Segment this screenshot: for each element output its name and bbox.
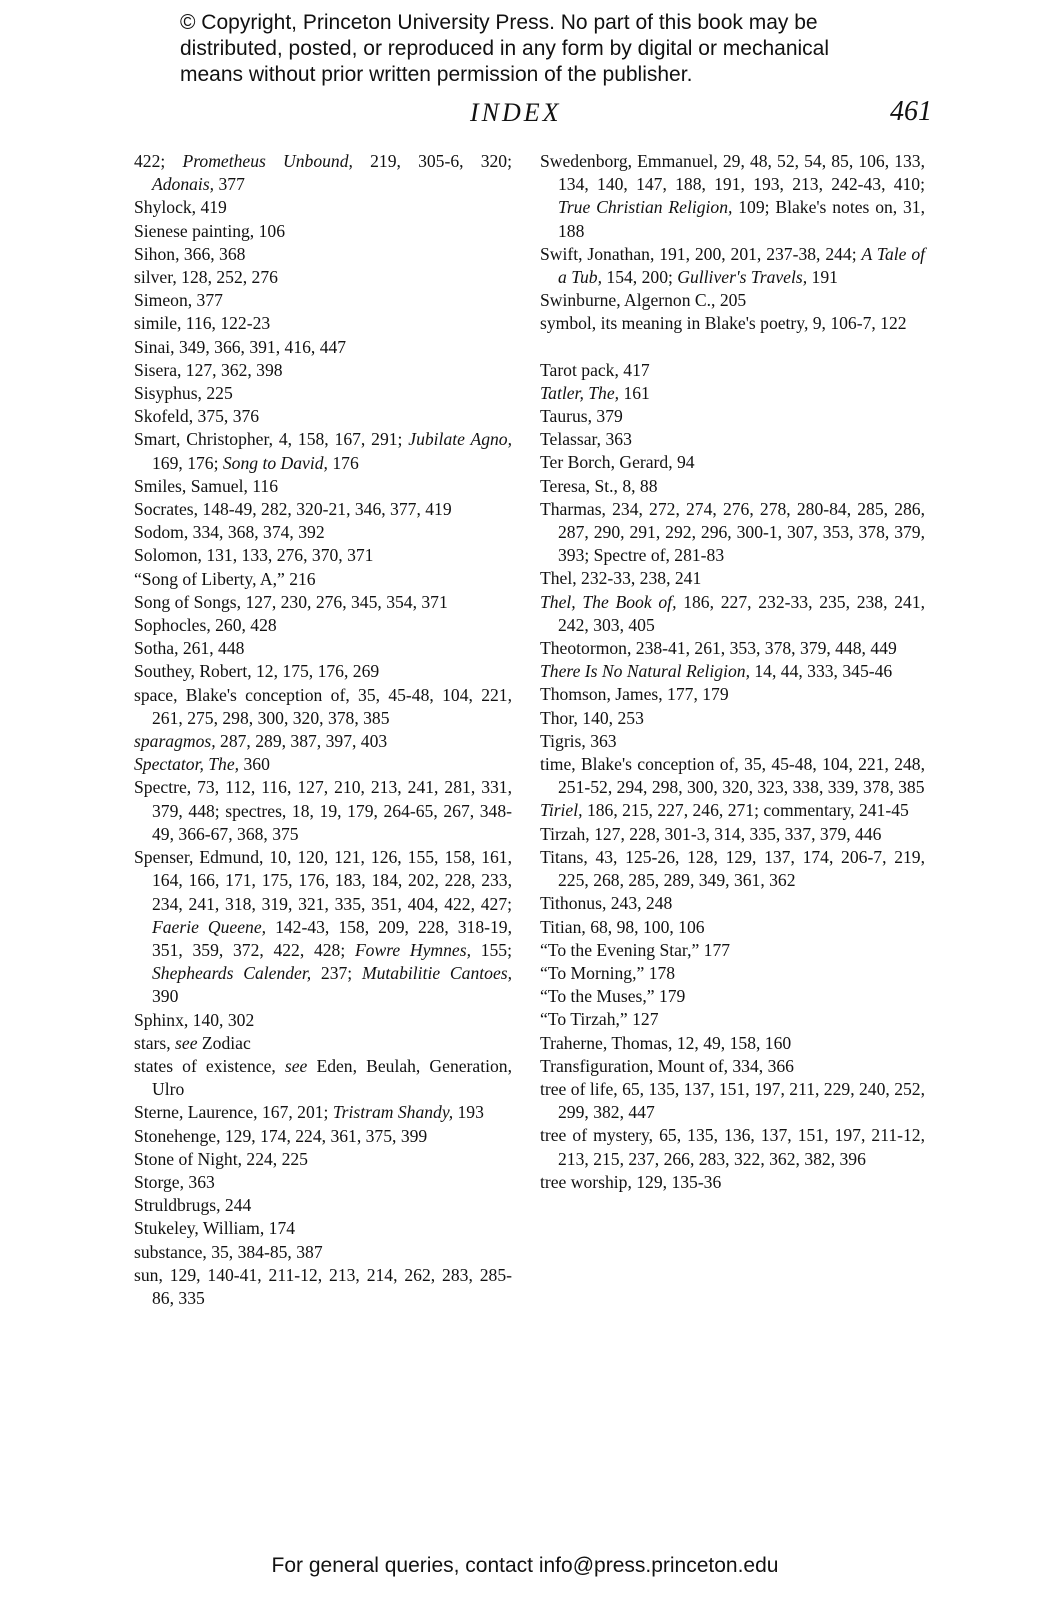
index-entry: sparagmos, 287, 289, 387, 397, 403 bbox=[134, 731, 388, 752]
index-entry: Struldbrugs, 244 bbox=[134, 1195, 252, 1216]
index-entry: Tatler, The, 161 bbox=[540, 382, 650, 403]
copyright-notice bbox=[180, 10, 940, 88]
index-entry: Song of Songs, 127, 230, 276, 345, 354, 371 bbox=[134, 591, 448, 612]
index-entry: Titans, 43, 125-26, 128, 129, 137, 174, 206-7, 219, 225, 268, 285, 289, 349, 361, 362 bbox=[540, 846, 925, 891]
index-entry: Spectre, 73, 112, 116, 127, 210, 213, 241, 281, 331, 379, 448; spectres, 18, 19, 179, 264-65, 267, 348-49, 366-67, 368, 375 bbox=[134, 777, 512, 844]
index-entry: space, Blake's conception of, 35, 45-48, 104, 221, 261, 275, 298, 300, 320, 378, 385 bbox=[134, 684, 512, 728]
index-entry: Swedenborg, Emmanuel, 29, 48, 52, 54, 85, 106, 133, 134, 140, 147, 188, 191, 193, 213, 242-43, 410; True Christian Religion, 109; Blake's notes on, 31, 188 bbox=[540, 151, 926, 241]
section-gap bbox=[540, 336, 925, 359]
index-entry: Skofeld, 375, 376 bbox=[134, 406, 260, 427]
index-entry: Thor, 140, 253 bbox=[540, 707, 644, 728]
index-entry: Shylock, 419 bbox=[134, 197, 227, 218]
index-entry: tree worship, 129, 135-36 bbox=[540, 1171, 722, 1192]
index-entry: Ter Borch, Gerard, 94 bbox=[540, 452, 695, 473]
index-entry: stars, see Zodiac bbox=[134, 1032, 251, 1053]
index-entry: Thel, The Book of, 186, 227, 232-33, 235, 238, 241, 242, 303, 405 bbox=[540, 591, 926, 635]
index-entry: Swift, Jonathan, 191, 200, 201, 237-38, 244; A Tale of a Tub, 154, 200; Gulliver's Travels, 191 bbox=[540, 243, 926, 288]
index-entry: Thomson, James, 177, 179 bbox=[540, 684, 729, 705]
index-entry: Transfiguration, Mount of, 334, 366 bbox=[540, 1055, 794, 1076]
index-entry: Stonehenge, 129, 174, 224, 361, 375, 399 bbox=[134, 1125, 428, 1146]
index-entry: Titian, 68, 98, 100, 106 bbox=[540, 916, 705, 937]
copyright-line: means without prior written permission of the publisher. bbox=[180, 63, 693, 86]
index-entry: substance, 35, 384-85, 387 bbox=[134, 1241, 323, 1262]
index-entry: tree of mystery, 65, 135, 136, 137, 151, 197, 211-12, 213, 215, 237, 266, 283, 322, 362, 382, 396 bbox=[540, 1125, 925, 1169]
running-head: INDEX bbox=[470, 98, 562, 127]
index-entry: silver, 128, 252, 276 bbox=[134, 267, 278, 288]
index-entry: Simeon, 377 bbox=[134, 290, 223, 311]
copyright-line: © Copyright, Princeton University Press. No part of this book may be bbox=[180, 11, 818, 34]
index-section-t bbox=[540, 359, 925, 1194]
index-entry: Sterne, Laurence, 167, 201; Tristram Shandy, 193 bbox=[134, 1102, 484, 1123]
index-column-left bbox=[134, 150, 512, 1310]
index-entry: Taurus, 379 bbox=[540, 406, 623, 427]
footer-contact: For general queries, contact info@press.princeton.edu bbox=[271, 1554, 779, 1577]
index-entry: tree of life, 65, 135, 137, 151, 197, 211, 229, 240, 252, 299, 382, 447 bbox=[540, 1078, 925, 1123]
index-entry: Spectator, The, 360 bbox=[134, 754, 270, 775]
index-entry: “To the Muses,” 179 bbox=[540, 986, 686, 1007]
index-entry: Stone of Night, 224, 225 bbox=[134, 1148, 308, 1169]
index-entry: “To the Evening Star,” 177 bbox=[540, 939, 731, 960]
index-entry: “To Morning,” 178 bbox=[540, 962, 676, 983]
index-entry: Sphinx, 140, 302 bbox=[134, 1009, 255, 1030]
index-entry: states of existence, see Eden, Beulah, Generation, Ulro bbox=[134, 1055, 512, 1100]
index-entry: Sisera, 127, 362, 398 bbox=[134, 359, 283, 380]
index-entry: Tigris, 363 bbox=[540, 730, 617, 751]
index-entry: Traherne, Thomas, 12, 49, 158, 160 bbox=[540, 1032, 792, 1053]
index-entry: Smart, Christopher, 4, 158, 167, 291; Jubilate Agno, 169, 176; Song to David, 176 bbox=[134, 429, 512, 473]
index-entry: simile, 116, 122-23 bbox=[134, 313, 271, 334]
index-entry: Sophocles, 260, 428 bbox=[134, 615, 277, 636]
index-entry: “To Tirzah,” 127 bbox=[540, 1009, 659, 1030]
page-number: 461 bbox=[890, 96, 932, 127]
index-entry: Spenser, Edmund, 10, 120, 121, 126, 155, 158, 161, 164, 166, 171, 175, 176, 183, 184, 202, 228, 233, 234, 241, 318, 319, 321, 335, 351, 404, 422, 427; Faerie Queene, 142-43, 158, 209, 228, 318-19, 351, 359, 372, 422, 428; Fowre Hymnes, 155; Shepheards Calender, 237; Mutabilitie Cantoes, 390 bbox=[134, 847, 513, 1007]
index-entry: Smiles, Samuel, 116 bbox=[134, 475, 279, 496]
index-entry: Theotormon, 238-41, 261, 353, 378, 379, 448, 449 bbox=[540, 638, 897, 659]
index-entry: Tharmas, 234, 272, 274, 276, 278, 280-84, 285, 286, 287, 290, 291, 292, 296, 300-1, 307, 353, 378, 379, 393; Spectre of, 281-83 bbox=[540, 498, 925, 566]
index-entry: Tarot pack, 417 bbox=[540, 359, 650, 380]
index-entry: Sotha, 261, 448 bbox=[134, 638, 245, 659]
index-entry: “Song of Liberty, A,” 216 bbox=[134, 568, 316, 589]
copyright-line: distributed, posted, or reproduced in any form by digital or mechanical bbox=[180, 37, 830, 60]
index-entry: Socrates, 148-49, 282, 320-21, 346, 377, 419 bbox=[134, 499, 452, 520]
index-entry: Tithonus, 243, 248 bbox=[540, 893, 673, 914]
index-entry: symbol, its meaning in Blake's poetry, 9, 106-7, 122 bbox=[540, 313, 907, 334]
index-entry: 422; Prometheus Unbound, 219, 305-6, 320; Adonais, 377 bbox=[134, 151, 512, 195]
index-entry: Tirzah, 127, 228, 301-3, 314, 335, 337, 379, 446 bbox=[540, 823, 882, 844]
index-section-s bbox=[540, 150, 925, 336]
index-entry: Stukeley, William, 174 bbox=[134, 1218, 296, 1239]
index-entry: There Is No Natural Religion, 14, 44, 333, 345-46 bbox=[540, 661, 893, 682]
index-entry: Thel, 232-33, 238, 241 bbox=[540, 568, 702, 589]
index-entry: Storge, 363 bbox=[134, 1171, 215, 1192]
index-entry: Sodom, 334, 368, 374, 392 bbox=[134, 522, 325, 543]
index-entry: Sisyphus, 225 bbox=[134, 383, 233, 404]
index-entry: Tiriel, 186, 215, 227, 246, 271; commentary, 241-45 bbox=[540, 800, 909, 821]
index-entry: Sinai, 349, 366, 391, 416, 447 bbox=[134, 336, 347, 357]
index-entry: Swinburne, Algernon C., 205 bbox=[540, 290, 747, 311]
index-entry: Teresa, St., 8, 88 bbox=[540, 475, 658, 496]
index-column-right bbox=[540, 150, 925, 1194]
index-entry: Sihon, 366, 368 bbox=[134, 243, 246, 264]
index-entry: sun, 129, 140-41, 211-12, 213, 214, 262, 283, 285-86, 335 bbox=[134, 1264, 512, 1308]
index-entry: Sienese painting, 106 bbox=[134, 220, 285, 241]
index-entry: time, Blake's conception of, 35, 45-48, 104, 221, 248, 251-52, 294, 298, 300, 320, 323, 338, 339, 378, 385 bbox=[540, 754, 925, 798]
index-entry: Solomon, 131, 133, 276, 370, 371 bbox=[134, 545, 374, 566]
index-entry: Telassar, 363 bbox=[540, 429, 632, 450]
index-entry: Southey, Robert, 12, 175, 176, 269 bbox=[134, 661, 380, 682]
